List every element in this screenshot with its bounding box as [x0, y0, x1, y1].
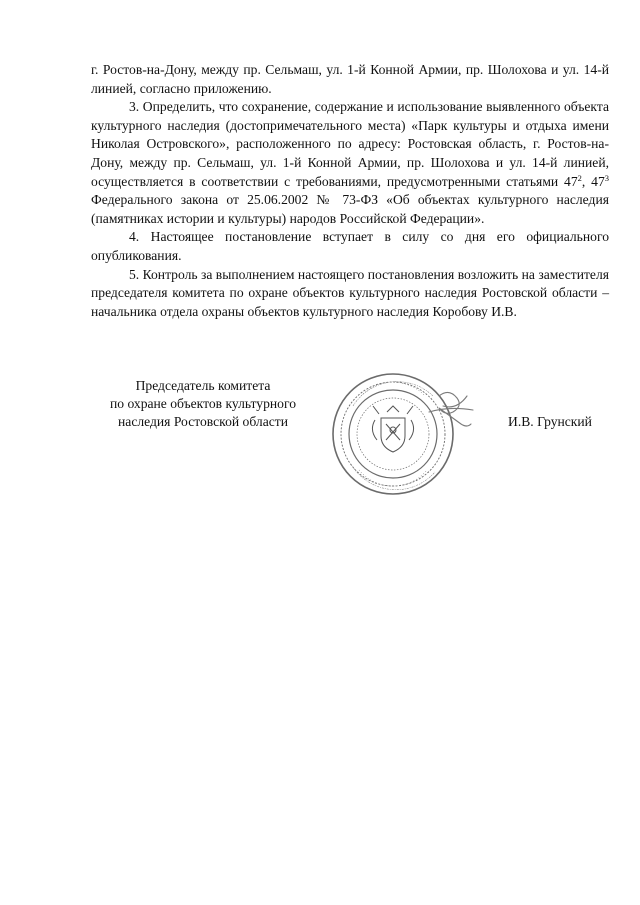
paragraph-address-continuation: г. Ростов-на-Дону, между пр. Сельмаш, ул. 1-й Конной Армии, пр. Шолохова и ул. 14-й линией, согласно приложению. — [91, 62, 609, 96]
paragraph-item-4: 4. Настоящее постановление вступает в силу со дня его официального опубликования. — [91, 229, 609, 263]
signatory-name: И.В. Грунский — [508, 414, 592, 429]
signatory-title-line-1: Председатель комитета — [135, 378, 271, 393]
superscript-article-47-2: 2 — [577, 172, 582, 183]
paragraph-item-3-text: 3. Определить, что сохранение, содержание и использование выявленного объекта культурного наследия (достопримечательного места) «Парк культуры и отдыха имени Николая Островского», расположенного по адресу: Ростовская область, г. Ростов-на-Дону, между пр. Сельмаш, ул. 1-й Конной Армии, пр. Шолохова и ул. 14-й линией, осуществляется в соответствии с требованиями, предусмотренными статьями 47 — [91, 99, 609, 189]
paragraph-item-3-separator: , 47 — [581, 173, 605, 189]
signatory-title-line-2: по охране объектов культурного — [109, 396, 297, 412]
paragraph-item-3-text-end: Федерального закона от 25.06.2002 № 73-ФЗ «Об объектах культурного наследия (памятниках истории и культуры) народов Российской Федерации». — [91, 192, 609, 226]
coat-of-arms-icon — [372, 406, 413, 452]
signatory-title-line-3: наследия Ростовской области — [118, 414, 288, 430]
official-seal-stamp — [331, 366, 486, 501]
paragraph-item-3 — [91, 98, 609, 228]
paragraph-item-5: 5. Контроль за выполнением настоящего постановления возложить на заместителя председателя комитета по охране объектов культурного наследия Ростовской области – начальника отдела охраны объектов культурного наследия Коробову И.В. — [91, 266, 609, 319]
document-body — [91, 61, 609, 321]
signatory-title — [88, 377, 318, 432]
superscript-article-47-3: 3 — [604, 172, 610, 183]
